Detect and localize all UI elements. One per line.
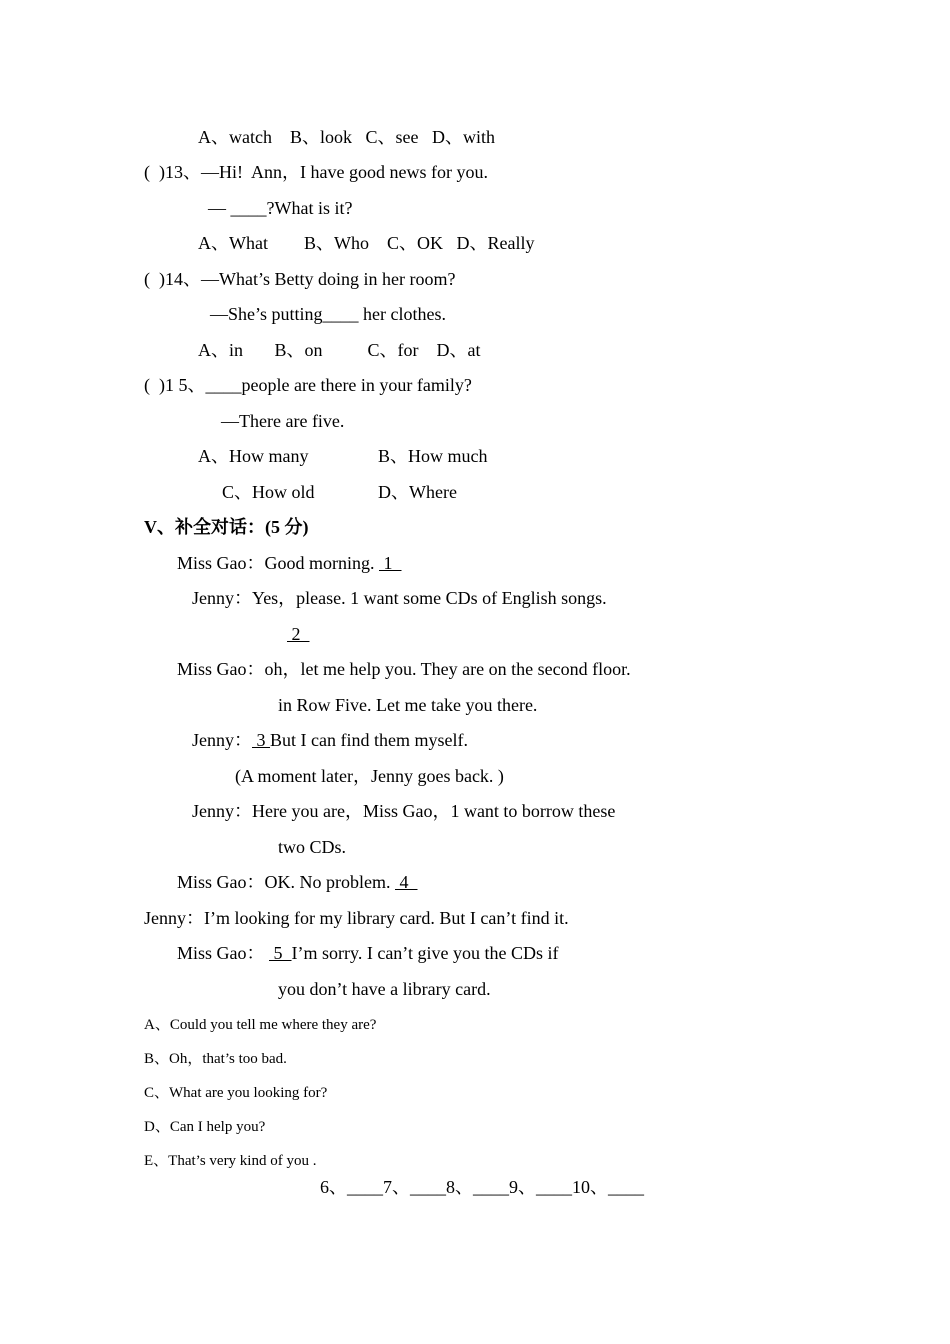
- q15-option-c: C、How old: [222, 482, 315, 502]
- dialogue-line-11: Jenny：I’m looking for my library card. But I can’t find it.: [144, 908, 569, 928]
- q13-reply-prefix: —: [208, 198, 231, 218]
- q15-option-b: B、How much: [378, 446, 488, 466]
- q15-stem-suffix: people are there in your family?: [241, 375, 472, 395]
- blank-1: 1: [379, 553, 402, 573]
- choice-a: A、Could you tell me where they are?: [144, 1017, 377, 1033]
- choice-e: E、That’s very kind of you .: [144, 1153, 317, 1169]
- dialogue-line-8: Jenny：Here you are，Miss Gao，1 want to borrow these: [192, 801, 616, 821]
- dialogue-line-3: [287, 623, 310, 645]
- choice-d: D、Can I help you?: [144, 1119, 266, 1135]
- q13-reply-suffix: ?What is it?: [266, 198, 353, 218]
- choice-b: B、Oh，that’s too bad.: [144, 1051, 287, 1067]
- q13-stem: ( )13、—Hi! Ann，I have good news for you.: [144, 162, 488, 182]
- dialogue-text: I’m sorry. I can’t give you the CDs if: [291, 943, 559, 963]
- choice-c: C、What are you looking for?: [144, 1085, 328, 1101]
- q14-reply: [210, 303, 446, 325]
- q15-blank: ____: [205, 375, 242, 395]
- dialogue-line-7: (A moment later，Jenny goes back. ): [235, 766, 504, 786]
- q14-options: A、in B、on C、for D、at: [198, 340, 481, 360]
- q15-stem: [144, 374, 472, 396]
- q15-stem-prefix: ( )1 5、: [144, 375, 206, 395]
- q14-stem: ( )14、—What’s Betty doing in her room?: [144, 269, 456, 289]
- dialogue-line-13: you don’t have a library card.: [278, 979, 491, 999]
- q13-blank: ____: [230, 198, 267, 218]
- dialogue-line-1: [177, 552, 402, 574]
- dialogue-text: Jenny：: [192, 730, 252, 750]
- dialogue-text: Miss Gao：OK. No problem.: [177, 872, 395, 892]
- dialogue-text: Miss Gao：Good morning.: [177, 553, 379, 573]
- q15-reply: —There are five.: [221, 411, 345, 431]
- answer-line: 6、____7、____8、____9、____10、____: [320, 1177, 644, 1197]
- dialogue-text: Miss Gao：: [177, 943, 270, 963]
- dialogue-text: But I can find them myself.: [270, 730, 468, 750]
- q13-options: A、What B、Who C、OK D、Really: [198, 233, 535, 253]
- section-heading: V、补全对话：(5 分): [144, 517, 309, 537]
- q14-reply-suffix: her clothes.: [358, 304, 446, 324]
- q12-options: A、watch B、look C、see D、with: [198, 127, 495, 147]
- dialogue-line-2: Jenny：Yes，please. 1 want some CDs of English songs.: [192, 588, 607, 608]
- q13-reply: [208, 197, 352, 219]
- dialogue-line-5: in Row Five. Let me take you there.: [278, 695, 538, 715]
- q15-option-a: A、How many: [198, 446, 309, 466]
- blank-5: 5: [269, 943, 292, 963]
- dialogue-line-6: [192, 729, 468, 751]
- blank-4: 4: [395, 872, 418, 892]
- dialogue-line-12: [177, 942, 558, 964]
- dialogue-line-9: two CDs.: [278, 837, 347, 857]
- blank-3: 3: [252, 730, 270, 750]
- q14-reply-prefix: —She’s putting: [210, 304, 323, 324]
- q14-blank: ____: [322, 304, 359, 324]
- blank-2: 2: [287, 624, 310, 644]
- dialogue-line-4: Miss Gao：oh，let me help you. They are on the second floor.: [177, 659, 631, 679]
- dialogue-line-10: [177, 871, 418, 893]
- q15-option-d: D、Where: [378, 482, 457, 502]
